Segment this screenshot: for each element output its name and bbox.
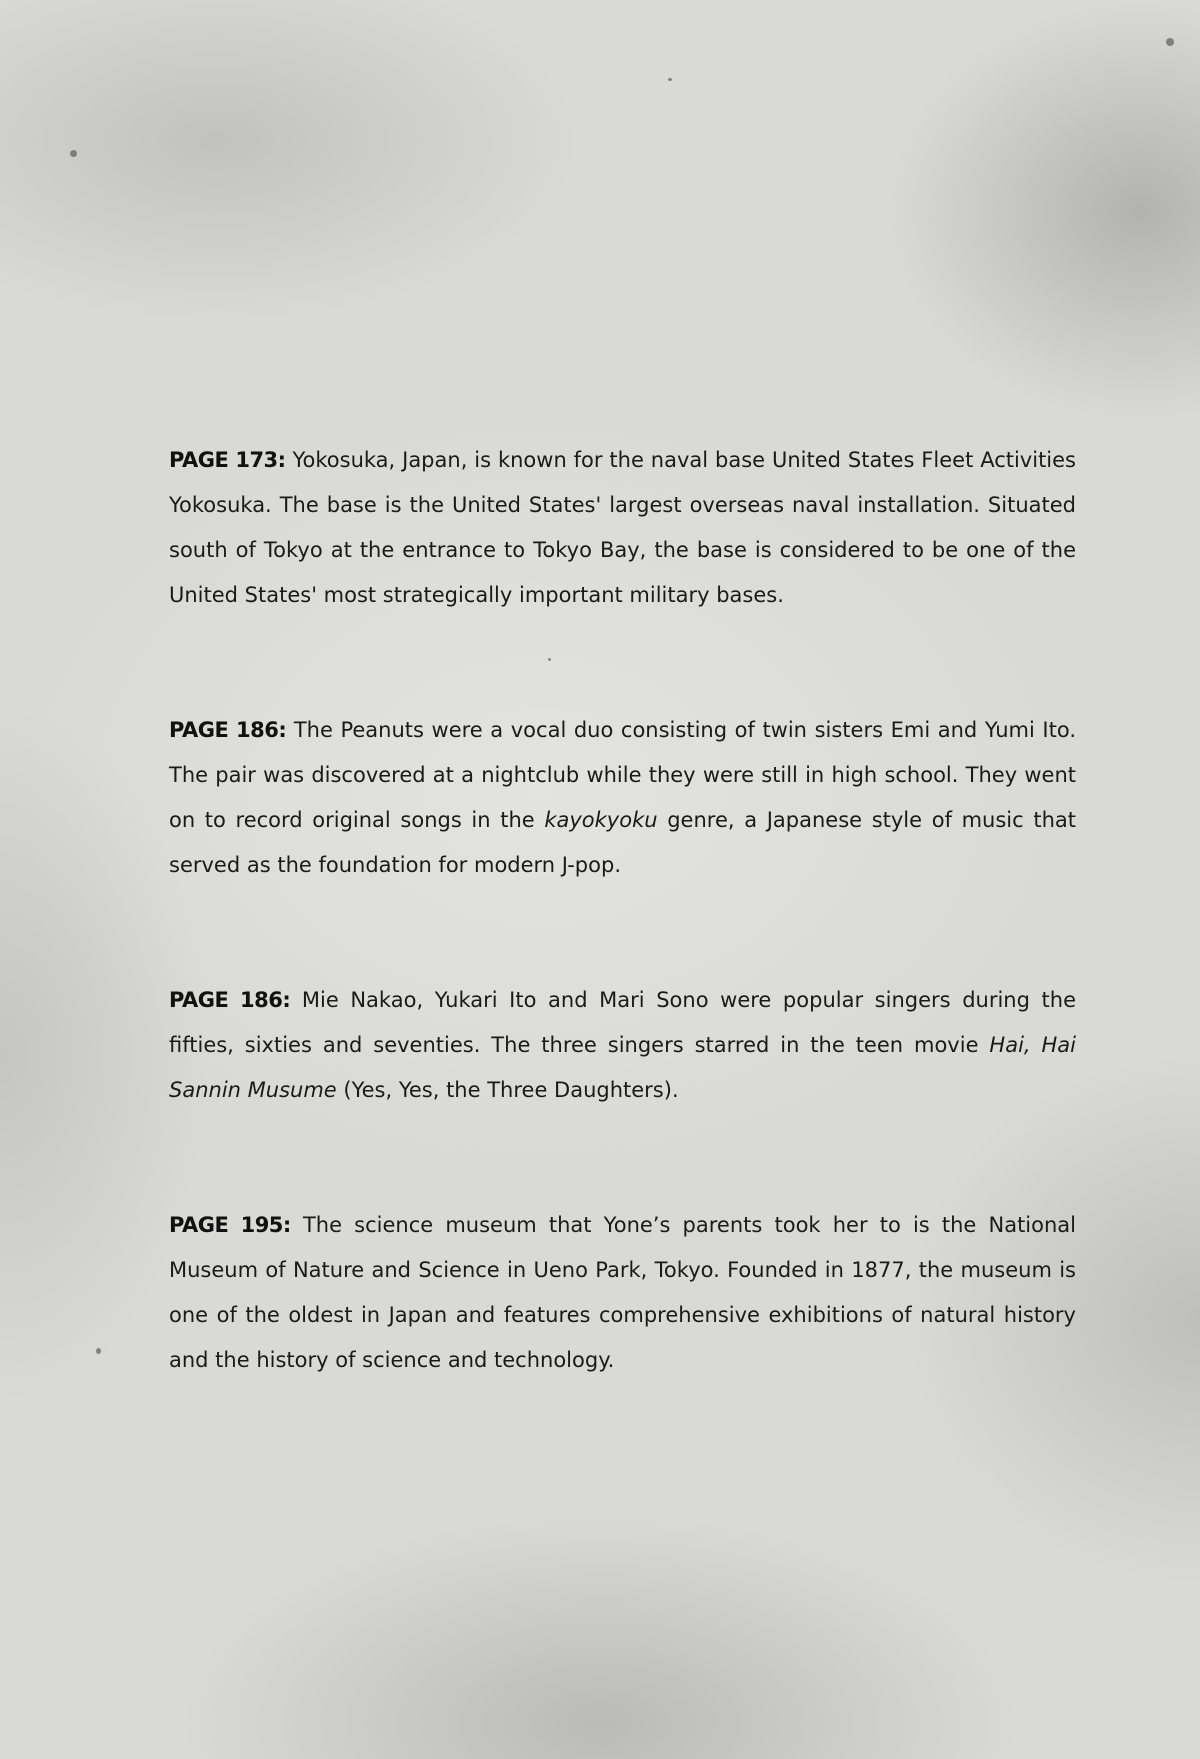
paper-speck bbox=[668, 78, 672, 81]
note-page-186-singers bbox=[169, 978, 1076, 1113]
paper-speck bbox=[96, 1348, 101, 1354]
note-page-195 bbox=[169, 1203, 1076, 1383]
note-page-186-peanuts bbox=[169, 708, 1076, 888]
note-text: Mie Nakao, Yukari Ito and Mari Sono were popular singers during the fifties, sixties and seventies. The three singers starred in the teen movie bbox=[169, 988, 1077, 1057]
note-italic-term: kayokyoku bbox=[544, 808, 658, 832]
page-label: PAGE 186: bbox=[169, 988, 291, 1012]
note-text: genre, a Japanese style of music that served as the foundation for modern J-pop. bbox=[169, 808, 1076, 877]
page-label: PAGE 195: bbox=[169, 1213, 291, 1237]
note-text: The science museum that Yone’s parents took her to is the National Museum of Nature and Science in Ueno Park, Tokyo. Founded in 1877, the museum is one of the oldest in Japan and features comprehensive exhibitions of natural history and the history of science and technology. bbox=[169, 1213, 1077, 1372]
paper-speck bbox=[1166, 38, 1174, 46]
note-text: Yokosuka, Japan, is known for the naval base United States Fleet Activities Yokosuka. The base is the United States' largest overseas naval installation. Situated south of Tokyo at the entrance to Tokyo Bay, the base is considered to be one of the United States' most strategically important military bases. bbox=[169, 448, 1077, 607]
note-text: (Yes, Yes, the Three Daughters). bbox=[336, 1078, 679, 1102]
note-text: The Peanuts were a vocal duo consisting of twin sisters Emi and Yumi Ito. The pair was discovered at a nightclub while they were still in high school. They went on to record original songs in the bbox=[169, 718, 1076, 832]
page-label: PAGE 173: bbox=[169, 448, 286, 472]
notes-section bbox=[169, 438, 1076, 1383]
paper-speck bbox=[70, 150, 77, 157]
note-italic-term: Hai, Hai Sannin Musume bbox=[169, 1033, 1077, 1102]
note-page-173 bbox=[169, 438, 1076, 618]
page-label: PAGE 186: bbox=[169, 718, 287, 742]
